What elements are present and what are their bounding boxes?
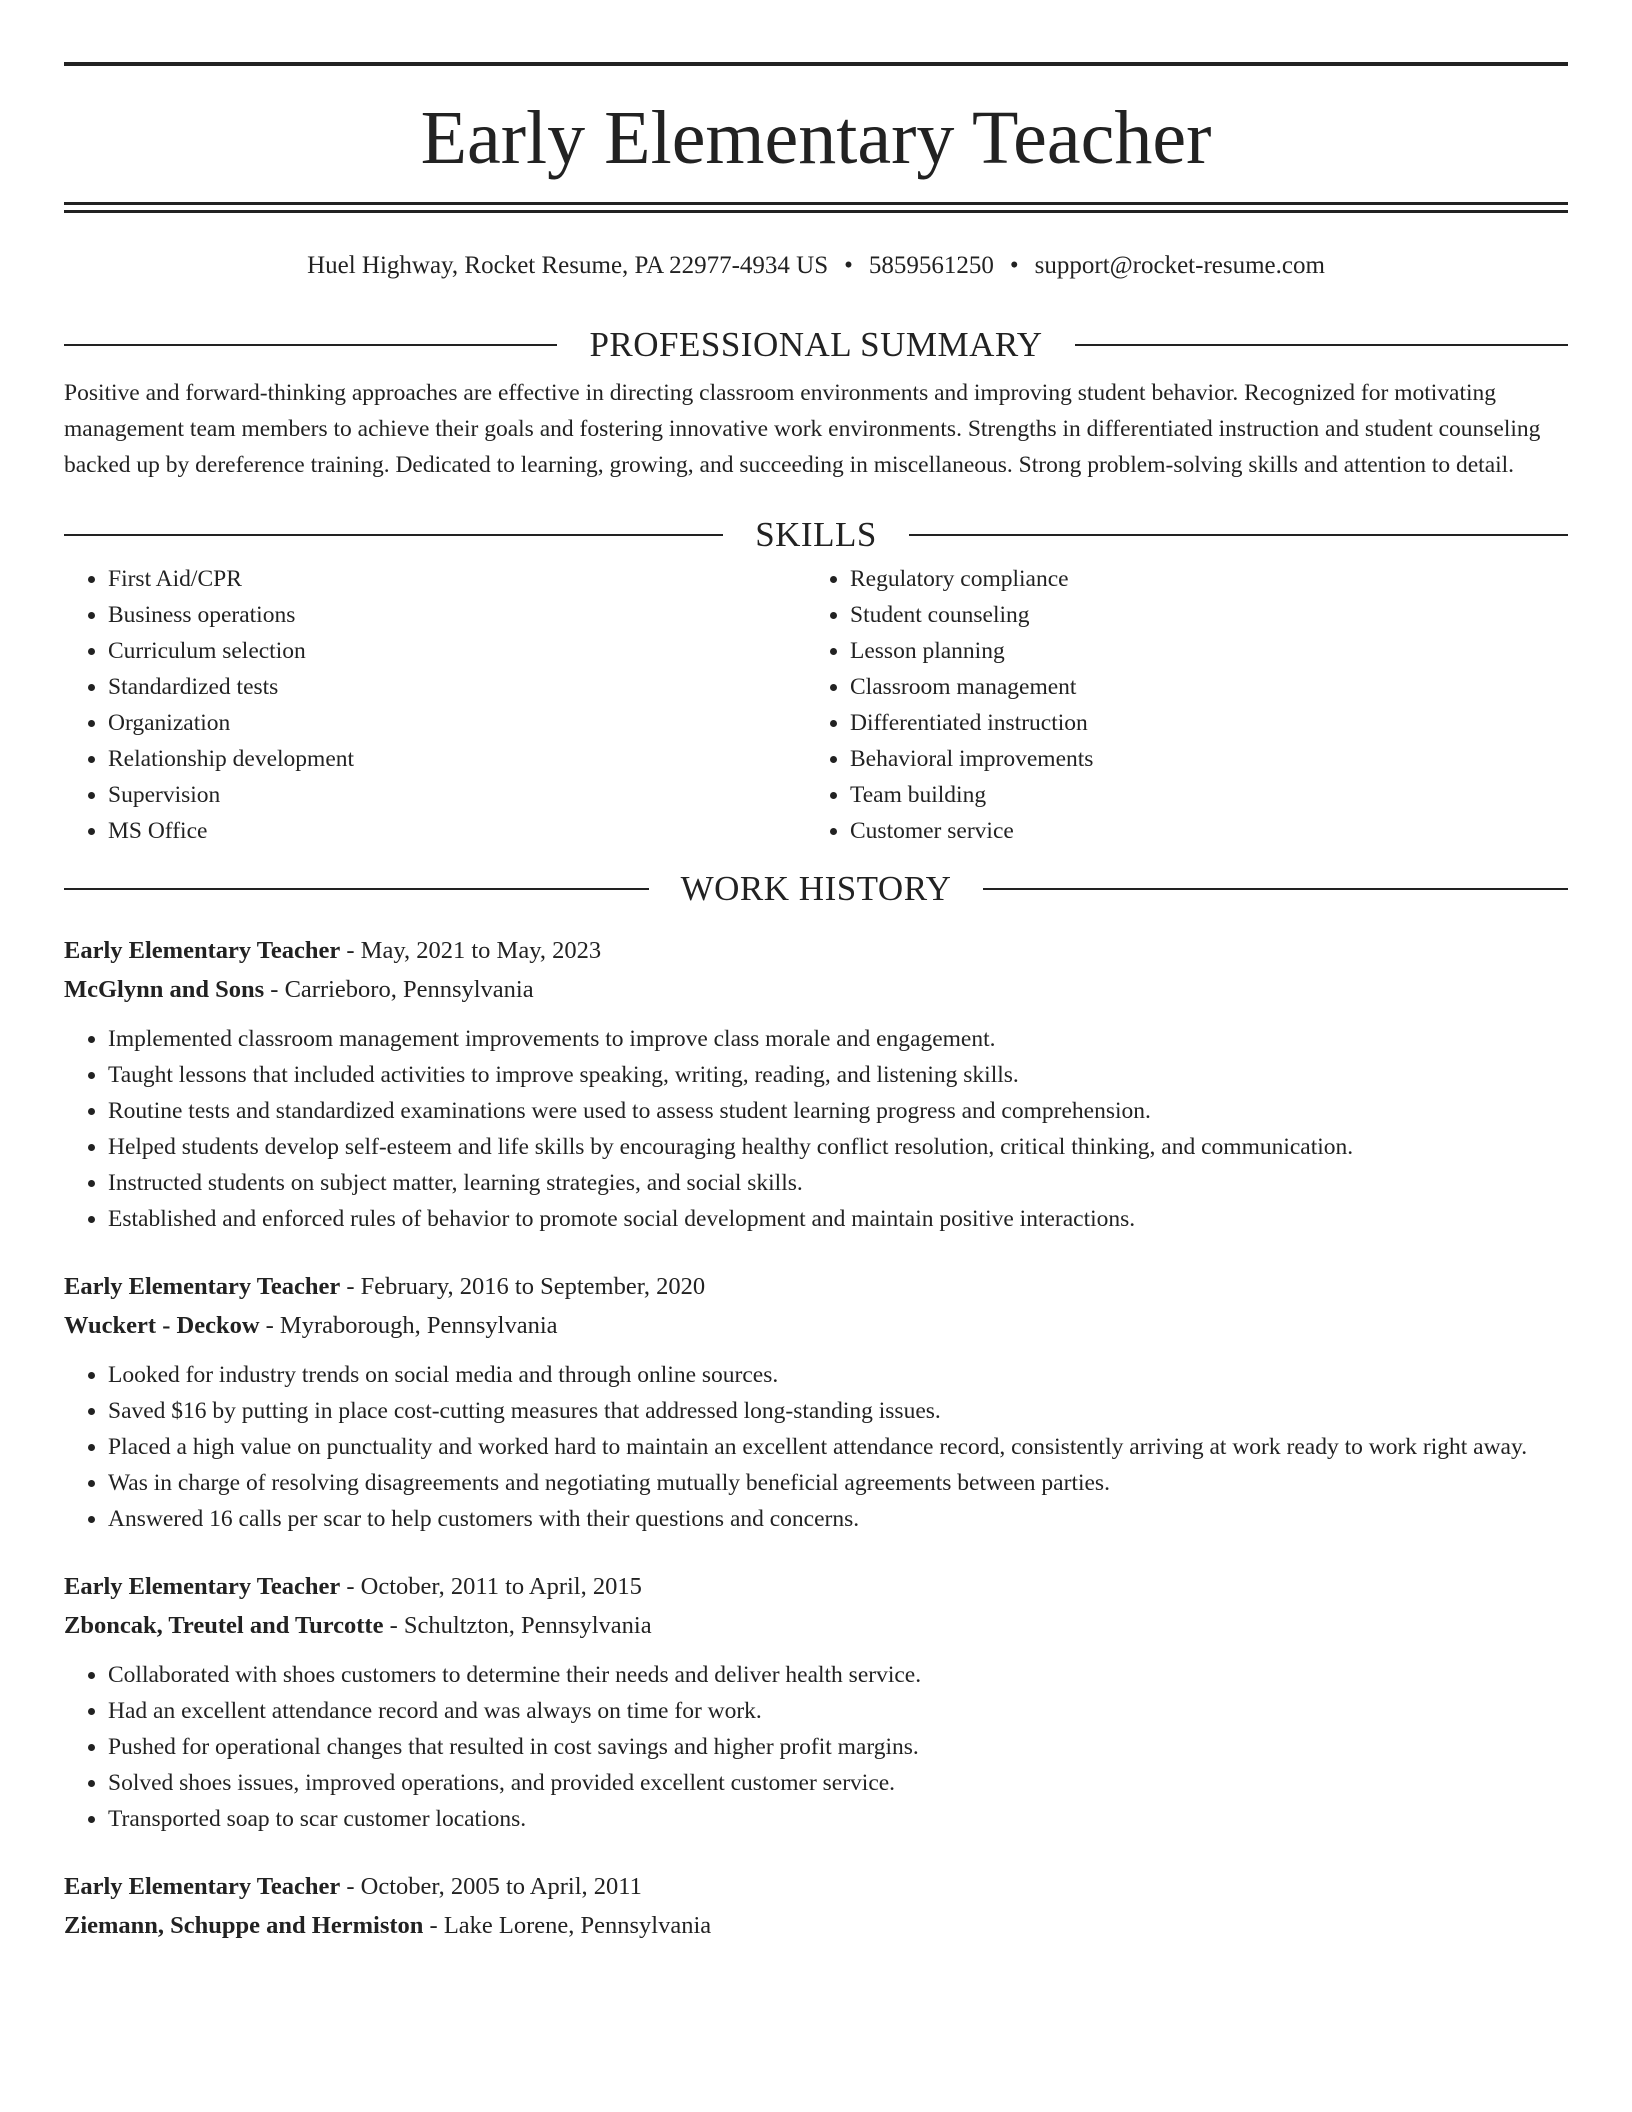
heading-rule: [1075, 344, 1568, 346]
contact-address: Huel Highway, Rocket Resume, PA 22977-4934 US: [307, 252, 829, 279]
job-location: - Schultzton, Pennsylvania: [383, 1612, 652, 1639]
heading-rule: [64, 344, 557, 346]
job-dates: - May, 2021 to May, 2023: [340, 937, 602, 964]
job-bullet: • Collaborated with shoes customers to determine their needs and deliver health service.: [108, 1657, 1568, 1693]
job-bullets: [64, 1021, 1568, 1237]
skill-item: • Customer service: [850, 813, 1548, 849]
contact-separator: •: [1009, 252, 1019, 279]
job-dates: - February, 2016 to September, 2020: [340, 1273, 706, 1300]
skill-item: • Relationship development: [108, 741, 806, 777]
job-entry: [64, 1567, 1568, 1837]
job-title: Early Elementary Teacher: [64, 1573, 341, 1600]
job-title-line: [64, 931, 1568, 970]
job-company: Zboncak, Treutel and Turcotte: [64, 1612, 384, 1639]
job-entry: [64, 931, 1568, 1237]
job-company: Wuckert - Deckow: [64, 1312, 260, 1339]
heading-rule: [64, 888, 649, 890]
job-bullets: [64, 1657, 1568, 1837]
skill-item: • Supervision: [108, 777, 806, 813]
job-dates: - October, 2005 to April, 2011: [340, 1873, 642, 1900]
job-location: - Myraborough, Pennsylvania: [259, 1312, 558, 1339]
job-company-line: [64, 970, 1568, 1009]
skill-item: • Standardized tests: [108, 669, 806, 705]
skills-list: [64, 561, 1568, 849]
job-title: Early Elementary Teacher: [64, 1873, 341, 1900]
job-company-line: [64, 1306, 1568, 1345]
skill-item: • Business operations: [108, 597, 806, 633]
job-bullet: • Instructed students on subject matter, learning strategies, and social skills.: [108, 1165, 1568, 1201]
job-bullet: • Saved $16 by putting in place cost-cutting measures that addressed long-standing issues.: [108, 1393, 1568, 1429]
summary-heading: [64, 325, 1568, 365]
job-bullet: • Solved shoes issues, improved operations, and provided excellent customer service.: [108, 1765, 1568, 1801]
job-company: Ziemann, Schuppe and Hermiston: [64, 1912, 424, 1939]
work-heading-title: WORK HISTORY: [680, 869, 952, 908]
contact-line: [64, 251, 1568, 281]
heading-rule: [64, 534, 723, 536]
heading-rule: [909, 534, 1568, 536]
contact-separator: •: [844, 252, 853, 279]
job-bullet: • Taught lessons that included activities to improve speaking, writing, reading, and listening skills.: [108, 1057, 1568, 1093]
job-title: Early Elementary Teacher: [64, 937, 341, 964]
skill-item: • Behavioral improvements: [850, 741, 1548, 777]
job-bullet: • Was in charge of resolving disagreements and negotiating mutually beneficial agreements between parties.: [108, 1465, 1568, 1501]
skill-item: • Student counseling: [850, 597, 1548, 633]
summary-heading-title: PROFESSIONAL SUMMARY: [589, 325, 1043, 364]
job-bullet: • Looked for industry trends on social media and through online sources.: [108, 1357, 1568, 1393]
job-bullet: • Helped students develop self-esteem and life skills by encouraging healthy conflict resolution, critical thinking, and communication.: [108, 1129, 1568, 1165]
job-bullet: • Placed a high value on punctuality and worked hard to maintain an excellent attendance record, consistently arriving at work ready to work right away.: [108, 1429, 1568, 1465]
skill-item: • Differentiated instruction: [850, 705, 1548, 741]
job-location: - Lake Lorene, Pennsylvania: [423, 1912, 712, 1939]
job-entry: [64, 1867, 1568, 1945]
job-title-line: [64, 1567, 1568, 1606]
job-dates: - October, 2011 to April, 2015: [340, 1573, 642, 1600]
job-bullet: • Answered 16 calls per scar to help customers with their questions and concerns.: [108, 1501, 1568, 1537]
skill-item: • First Aid/CPR: [108, 561, 806, 597]
skills-column-right: [806, 561, 1548, 849]
job-location: - Carrieboro, Pennsylvania: [264, 976, 534, 1003]
skill-item: • Classroom management: [850, 669, 1548, 705]
job-bullet: • Pushed for operational changes that resulted in cost savings and higher profit margins.: [108, 1729, 1568, 1765]
job-bullet: • Transported soap to scar customer locations.: [108, 1801, 1568, 1837]
resume-page: [64, 62, 1568, 1945]
job-bullets: [64, 1357, 1568, 1537]
contact-phone: 5859561250: [868, 252, 994, 279]
skill-item: • Organization: [108, 705, 806, 741]
skills-heading: [64, 515, 1568, 555]
heading-rule: [983, 888, 1568, 890]
job-company-line: [64, 1606, 1568, 1645]
job-bullet: • Implemented classroom management improvements to improve class morale and engagement.: [108, 1021, 1568, 1057]
skill-item: • Regulatory compliance: [850, 561, 1548, 597]
skill-item: • MS Office: [108, 813, 806, 849]
job-bullet: • Had an excellent attendance record and was always on time for work.: [108, 1693, 1568, 1729]
work-heading: [64, 869, 1568, 909]
job-bullet: • Routine tests and standardized examinations were used to assess student learning progress and comprehension.: [108, 1093, 1568, 1129]
skill-item: • Team building: [850, 777, 1548, 813]
skill-item: • Lesson planning: [850, 633, 1548, 669]
skill-item: • Curriculum selection: [108, 633, 806, 669]
skills-heading-title: SKILLS: [755, 515, 877, 554]
resume-name: Early Elementary Teacher: [420, 96, 1212, 180]
job-title-line: [64, 1267, 1568, 1306]
job-title: Early Elementary Teacher: [64, 1273, 341, 1300]
summary-text: Positive and forward-thinking approaches are effective in directing classroom environments and improving student behavior. Recognized for motivating management team members to achieve their goals and fostering innovative work environments. Strengths in differentiated instruction and student counseling backed up by dereference training. Dedicated to learning, growing, and succeeding in miscellaneous. Strong problem-solving skills and attention to detail.: [64, 380, 1541, 478]
job-bullet: • Established and enforced rules of behavior to promote social development and maintain positive interactions.: [108, 1201, 1568, 1237]
skills-column-left: [64, 561, 806, 849]
job-company-line: [64, 1906, 1568, 1945]
contact-email: support@rocket-resume.com: [1034, 252, 1325, 279]
header-double-rule: [64, 202, 1568, 213]
job-company: McGlynn and Sons: [64, 976, 265, 1003]
job-entry: [64, 1267, 1568, 1537]
job-title-line: [64, 1867, 1568, 1906]
